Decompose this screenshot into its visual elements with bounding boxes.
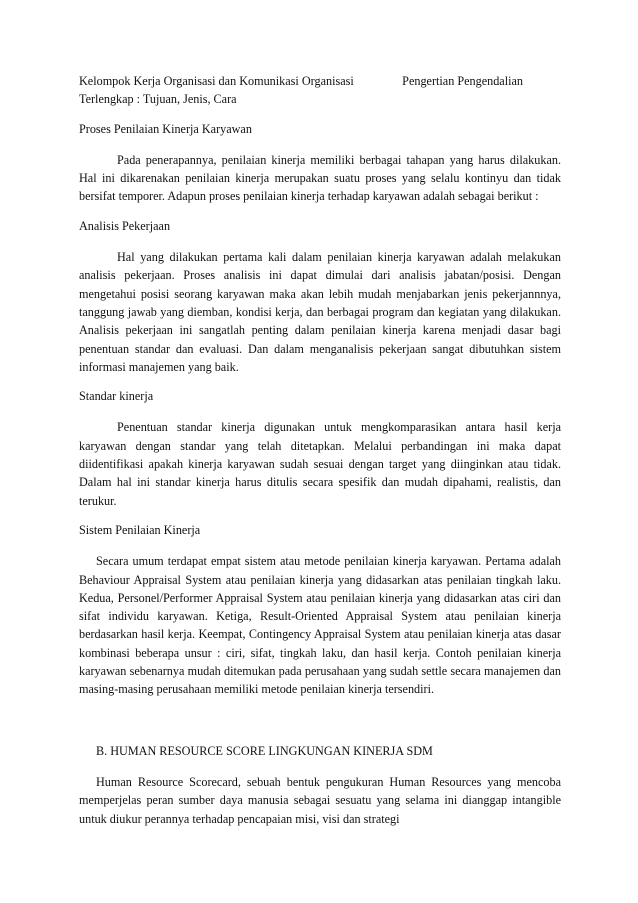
document-title-left: Kelompok Kerja Organisasi dan Komunikasi Organisasi xyxy=(79,74,354,88)
section-b-body: Human Resource Scorecard, sebuah bentuk pengukuran Human Resources yang mencoba memperjelas peran sumber daya manusia sebagai sesuatu yang selama ini dianggap intangible untuk diukur perannya terhadap pencapaian misi, visi dan strategi xyxy=(79,774,561,826)
section-body-standar: Penentuan standar kinerja digunakan untuk mengkomparasikan antara hasil kerja karyawan dengan standar yang telah ditetapkan. Melalui perbandingan ini maka dapat diidentifikasi apakah kinerja karyawan sudah sesuai dengan target yang diinginkan atau tidak. Dalam hal ini standar kinerja harus ditulis secara spesifik dan mudah dipahami, realistis, dan terukur. xyxy=(79,420,561,508)
document-page xyxy=(79,72,561,828)
section-heading-analisis: Analisis Pekerjaan xyxy=(79,218,171,233)
section-body-proses: Pada penerapannya, penilaian kinerja memiliki berbagai tahapan yang harus dilakukan. Hal ini dikarenakan penilaian kinerja merupakan suatu proses yang selalu kontinyu dan tidak bersifat temporer. Adapun proses penilaian kinerja terhadap karyawan adalah sebagai berikut : xyxy=(79,152,561,204)
section-body-analisis: Hal yang dilakukan pertama kali dalam penilaian kinerja karyawan adalah melakukan analisis pekerjaan. Proses analisis ini dapat dimulai dari analisis jabatan/posisi. Dengan mengetahui posisi seorang karyawan maka akan lebih mudah menjabarkan jenis pekerjannnya, tanggung jawab yang diemban, kondisi kerja, dan berbagai program dan kegiatan yang dilakukan. Analisis pekerjaan ini sangatlah penting dalam penilaian kinerja karena menjadi dasar bagi penentuan standar dan evaluasi. Dan dalam menganalisis pekerjaan sangat dibutuhkan sistem informasi manajemen yang baik. xyxy=(79,250,561,374)
document-title-right: Pengertian Pengendalian xyxy=(402,74,523,88)
section-b-heading: B. HUMAN RESOURCE SCORE LINGKUNGAN KINERJA SDM xyxy=(96,743,433,758)
section-heading-sistem: Sistem Penilaian Kinerja xyxy=(79,522,201,537)
section-body-sistem: Secara umum terdapat empat sistem atau metode penilaian kinerja karyawan. Pertama adalah Behaviour Appraisal System atau penilaian kinerja yang didasarkan atas penilaian tingkah laku. Kedua, Personel/Performer Appraisal System atau penilaian kinerja yang didasarkan atas ciri dan sifat individu karyawan. Ketiga, Result-Oriented Appraisal System atau penilaian kinerja berdasarkan hasil kerja. Keempat, Contingency Appraisal System atau penilaian kinerja atas dasar kombinasi beberapa unsur : ciri, sifat, tingkah laku, dan hasil kerja. Contoh penilaian kinerja karyawan sebenarnya mudah ditemukan pada perusahaan yang sudah settle secara manajemen dan masing-masing perusahaan memiliki metode penilaian kinerja tersendiri. xyxy=(79,554,561,697)
document-title-line2: Terlengkap : Tujuan, Jenis, Cara xyxy=(79,92,237,107)
section-heading-standar: Standar kinerja xyxy=(79,389,154,404)
section-heading-proses: Proses Penilaian Kinerja Karyawan xyxy=(79,121,252,136)
document-title xyxy=(79,72,561,90)
